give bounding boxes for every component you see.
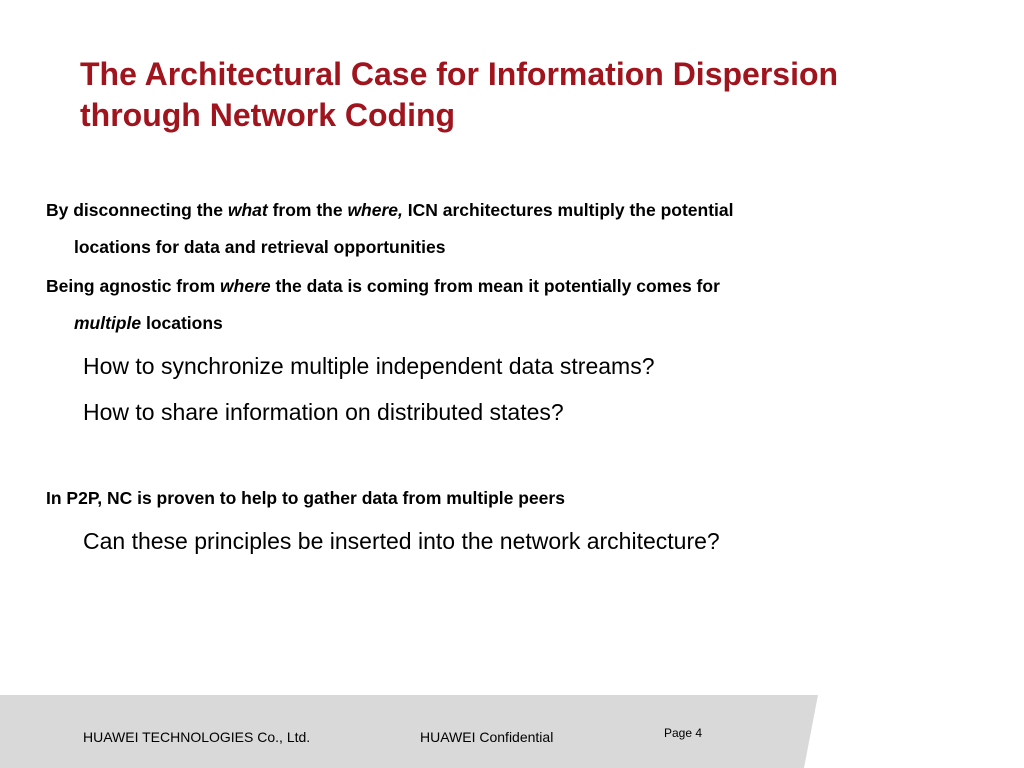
footer-logo-area [804, 695, 1024, 768]
title-line-2: through Network Coding [80, 97, 456, 133]
title-line-1: The Architectural Case for Information Dispersion [80, 56, 839, 92]
p2-text-1: Being agnostic from [46, 276, 221, 296]
p2-emphasis-multiple: multiple [74, 313, 142, 333]
p1-text-2: from the [267, 200, 348, 220]
p1-text-3: ICN architectures multiply the potential [402, 200, 734, 220]
sub-item-share-information: How to share information on distributed states? [83, 399, 564, 425]
footer-confidential: HUAWEI Confidential [420, 729, 554, 745]
page-number: Page 4 [664, 726, 703, 740]
paragraph-p2p: In P2P, NC is proven to help to gather data from multiple peers [46, 488, 565, 508]
sub-item-synchronize: How to synchronize multiple independent data streams? [83, 353, 655, 379]
footer-company: HUAWEI TECHNOLOGIES Co., Ltd. [83, 729, 311, 745]
p2-text-3: locations [141, 313, 223, 333]
p2-text-2: the data is coming from mean it potentially comes for [270, 276, 720, 296]
p1-text-1: By disconnecting the [46, 200, 228, 220]
p2-continuation [46, 305, 966, 342]
sub-item-principles: Can these principles be inserted into the network architecture? [83, 528, 720, 554]
p1-emphasis-where: where, [347, 200, 403, 220]
paragraph-agnostic [46, 268, 966, 342]
paragraph-disconnecting [46, 192, 966, 266]
p1-text-4: locations for data and retrieval opportunities [74, 237, 446, 257]
p2-emphasis-where: where [220, 276, 271, 296]
p1-emphasis-what: what [227, 200, 268, 220]
slide-title [80, 54, 980, 136]
footer [0, 695, 1024, 768]
